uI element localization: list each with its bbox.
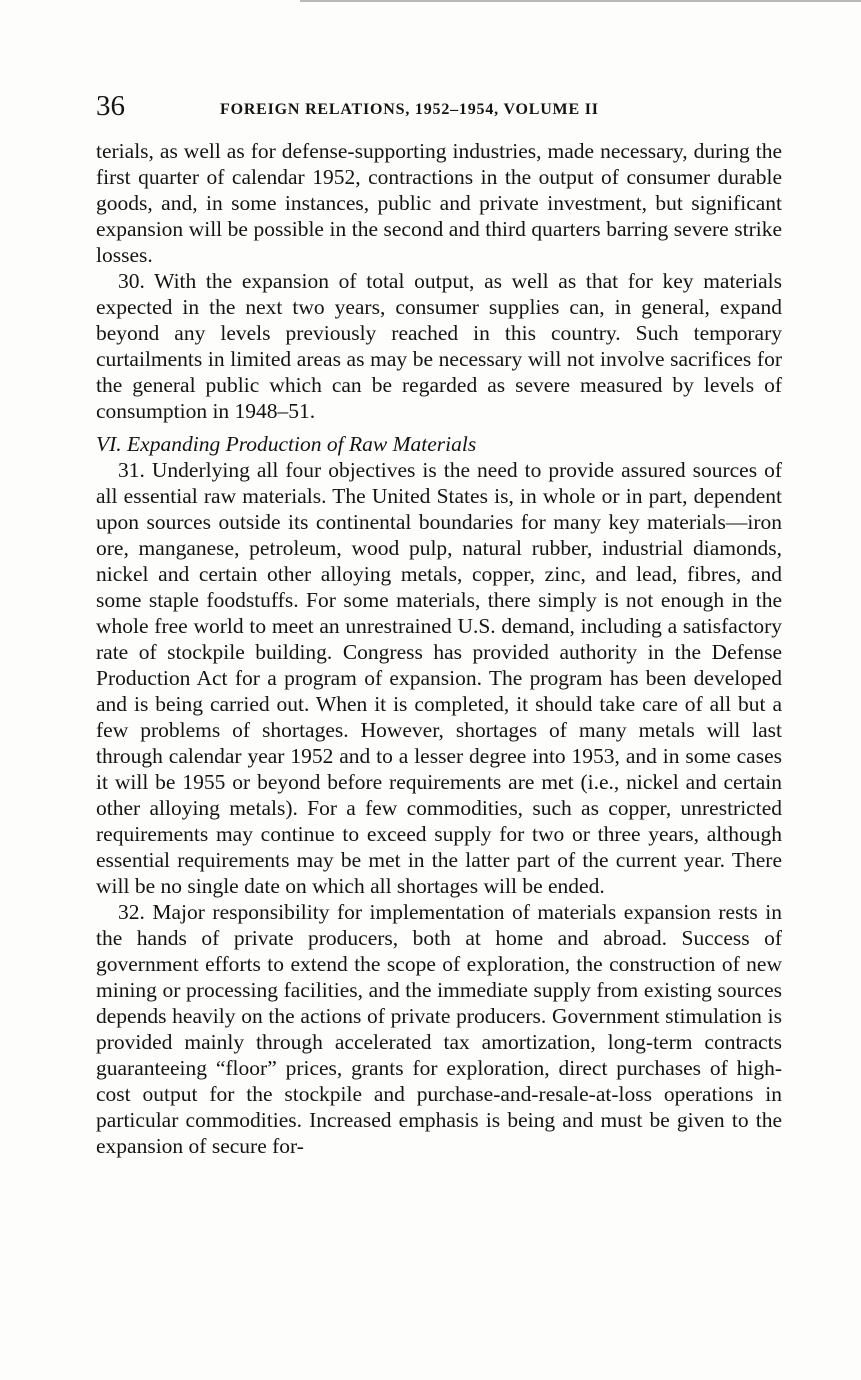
paragraph-30: 30. With the expansion of total output, as well as that for key materials expected in the next two years, consumer supplies can, in general, expand beyond any levels previously reached in this country. Such temporary curtailments in limited areas as may be necessary will not involve sacrifices for the general public which can be regarded as severe measured by levels of consumption in 1948–51. — [96, 269, 782, 423]
paragraph-32: 32. Major responsibility for implementation of materials expansion rests in the hands of private producers, both at home and abroad. Success of government efforts to extend the scope of exploration, the construction of new mining or processing facilities, and the immediate supply from existing sources depends heavily on the actions of private producers. Government stimulation is provided mainly through accelerated tax amortization, long-term contracts guaranteeing “floor” prices, grants for exploration, direct purchases of high-cost output for the stockpile and purchase-and-resale-at-loss operations in particular commodities. Increased emphasis is being and must be given to the expansion of secure for- — [96, 900, 782, 1158]
paragraph-continuation: terials, as well as for defense-supporting industries, made necessary, during the first quarter of calendar 1952, contractions in the output of consumer durable goods, and, in some instances, public and private investment, but significant expansion will be possible in the second and third quarters barring severe strike losses. — [96, 139, 782, 267]
section-heading: VI. Expanding Production of Raw Materials — [96, 432, 477, 456]
body-text — [96, 138, 782, 1159]
running-header — [96, 88, 782, 128]
paragraph-31: 31. Underlying all four objectives is the need to provide assured sources of all essential raw materials. The United States is, in whole or in part, dependent upon sources outside its continental boundaries for many key materials—iron ore, manganese, petroleum, wood pulp, natural rubber, industrial diamonds, nickel and certain other alloying metals, copper, zinc, and lead, fibres, and some staple foodstuffs. For some materials, there simply is not enough in the whole free world to meet an unrestrained U.S. demand, including a satisfactory rate of stockpile building. Congress has provided authority in the Defense Production Act for a program of expansion. The program has been developed and is being carried out. When it is completed, it should take care of all but a few problems of shortages. However, shortages of many metals will last through calendar year 1952 and to a lesser degree into 1953, and in some cases it will be 1955 or beyond before requirements are met (i.e., nickel and certain other alloying metals). For a few commodities, such as copper, unrestricted requirements may continue to exceed supply for two or three years, although essential requirements may be met in the latter part of the current year. There will be no single date on which all shortages will be ended. — [96, 458, 782, 898]
document-page — [96, 88, 782, 1159]
running-header-title: FOREIGN RELATIONS, 1952–1954, VOLUME II — [220, 101, 599, 118]
page-number: 36 — [96, 90, 125, 122]
scan-edge-rule — [300, 0, 861, 2]
